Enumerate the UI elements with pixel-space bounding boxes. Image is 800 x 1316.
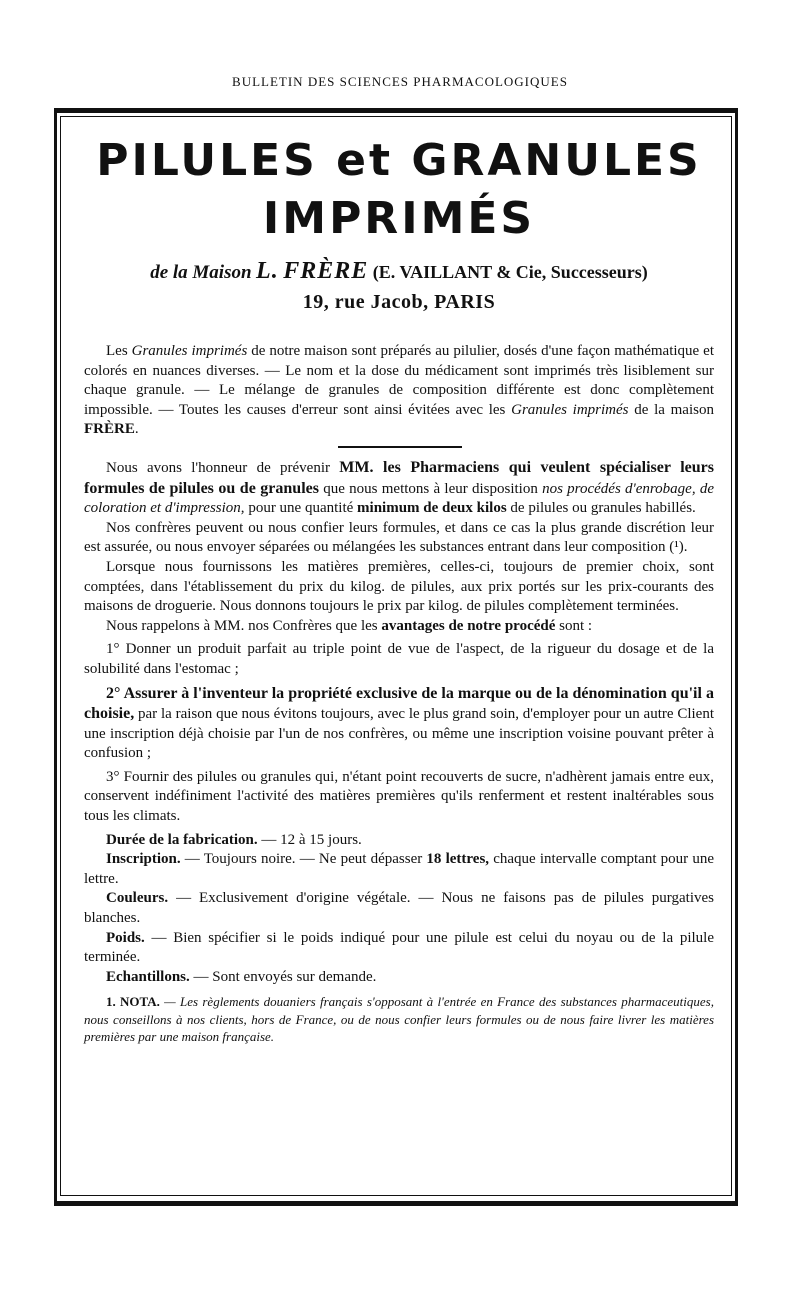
maison-successor: (E. VAILLANT & Cie, Successeurs): [372, 262, 648, 282]
inscription-line: Inscription. — Toujours noire. — Ne peut dépasser 18 lettres, chaque intervalle comptant pour une lettre.: [84, 851, 714, 887]
echantillons-line: Echantillons. — Sont envoyés sur demande.: [106, 968, 377, 985]
section-divider: [338, 446, 462, 448]
maison-initial: L.: [256, 258, 279, 284]
paragraph-2: Nos confrères peuvent ou nous confier leurs formules, et dans ce cas la plus grande discrétion leur est assurée, ou nous envoyer séparées ou mélangées les substances entrant dans leur composition (¹).: [84, 519, 714, 556]
paragraph-1: Nous avons l'honneur de prévenir MM. les Pharmaciens qui veulent spécialiser leurs formules de pilules ou de granules que nous mettons à leur disposition nos procédés d'enrobage, de coloration et d'impression, pour une quantité minimum de deux kilos de pilules ou granules habillés.: [84, 458, 714, 517]
maison-prefix: de la Maison: [150, 262, 252, 283]
paragraph-4: Nous rappelons à MM. nos Confrères que les avantages de notre procédé sont :: [106, 617, 593, 634]
maison-name: FRÈRE: [283, 258, 369, 284]
running-head: BULLETIN DES SCIENCES PHARMACOLOGIQUES: [232, 74, 568, 89]
intro-paragraph: Les Granules imprimés de notre maison sont préparés au pilulier, dosés d'une façon mathématique et colorés en nuances diverses. — Le nom et la dose du médicament sont imprimés très lisiblement sur chaque granule. — Le mélange de granules de composition différente est donc complètement impossible. — Toutes les causes d'erreur sont ainsi évitées avec les Granules imprimés de la maison FRÈRE.: [84, 343, 714, 438]
advantage-1: 1° Donner un produit parfait au triple point de vue de l'aspect, de la rigueur du dosage et de la solubilité dans l'estomac ;: [84, 641, 714, 677]
title-line-1: PILULES et GRANULES: [96, 135, 702, 186]
advantage-3: 3° Fournir des pilules ou granules qui, n'étant point recouverts de sucre, n'adhèrent jamais entre eux, conservent indéfiniment l'activité des matières premières qu'ils renferment et restent inaltérables sous tous les climats.: [84, 768, 714, 825]
advantage-2: 2° Assurer à l'inventeur la propriété exclusive de la marque ou de la dénomination qu'il a choisie, par la raison que nous évitons toujours, avec le plus grand soin, d'employer pour un autre Client une inscription déjà choisie par l'un de nos confrères, ou même une inscription voisine pouvant prêter à confusion ;: [84, 684, 714, 762]
advertisement: [84, 132, 714, 1046]
address: 19, rue Jacob, PARIS: [302, 291, 496, 313]
poids-line: Poids. — Bien spécifier si le poids indiqué pour une pilule est celui du noyau ou de la pilule terminée.: [84, 929, 714, 966]
title-line-2: IMPRIMÉS: [262, 193, 536, 244]
duree-line: Durée de la fabrication. — 12 à 15 jours.: [106, 831, 362, 848]
couleurs-line: Couleurs. — Exclusivement d'origine végétale. — Nous ne faisons pas de pilules purgatives blanches.: [84, 890, 714, 927]
maison-line: [84, 258, 714, 285]
nota-footnote: 1. NOTA. — Les règlements douaniers français s'opposant à l'entrée en France des substances pharmaceutiques, nous conseillons à nos clients, hors de France, ou de nous confier leurs formules ou de nous faire livrer les matières premières par une maison française.: [84, 994, 714, 1045]
paragraph-3: Lorsque nous fournissons les matières premières, celles-ci, toujours de premier choix, sont comptées, dans l'établissement du prix du kilog. de pilules, aux prix portés sur les prix-courants des maisons de droguerie. Nous donnons toujours le prix par kilog. de pilules complètement terminées.: [84, 558, 714, 615]
